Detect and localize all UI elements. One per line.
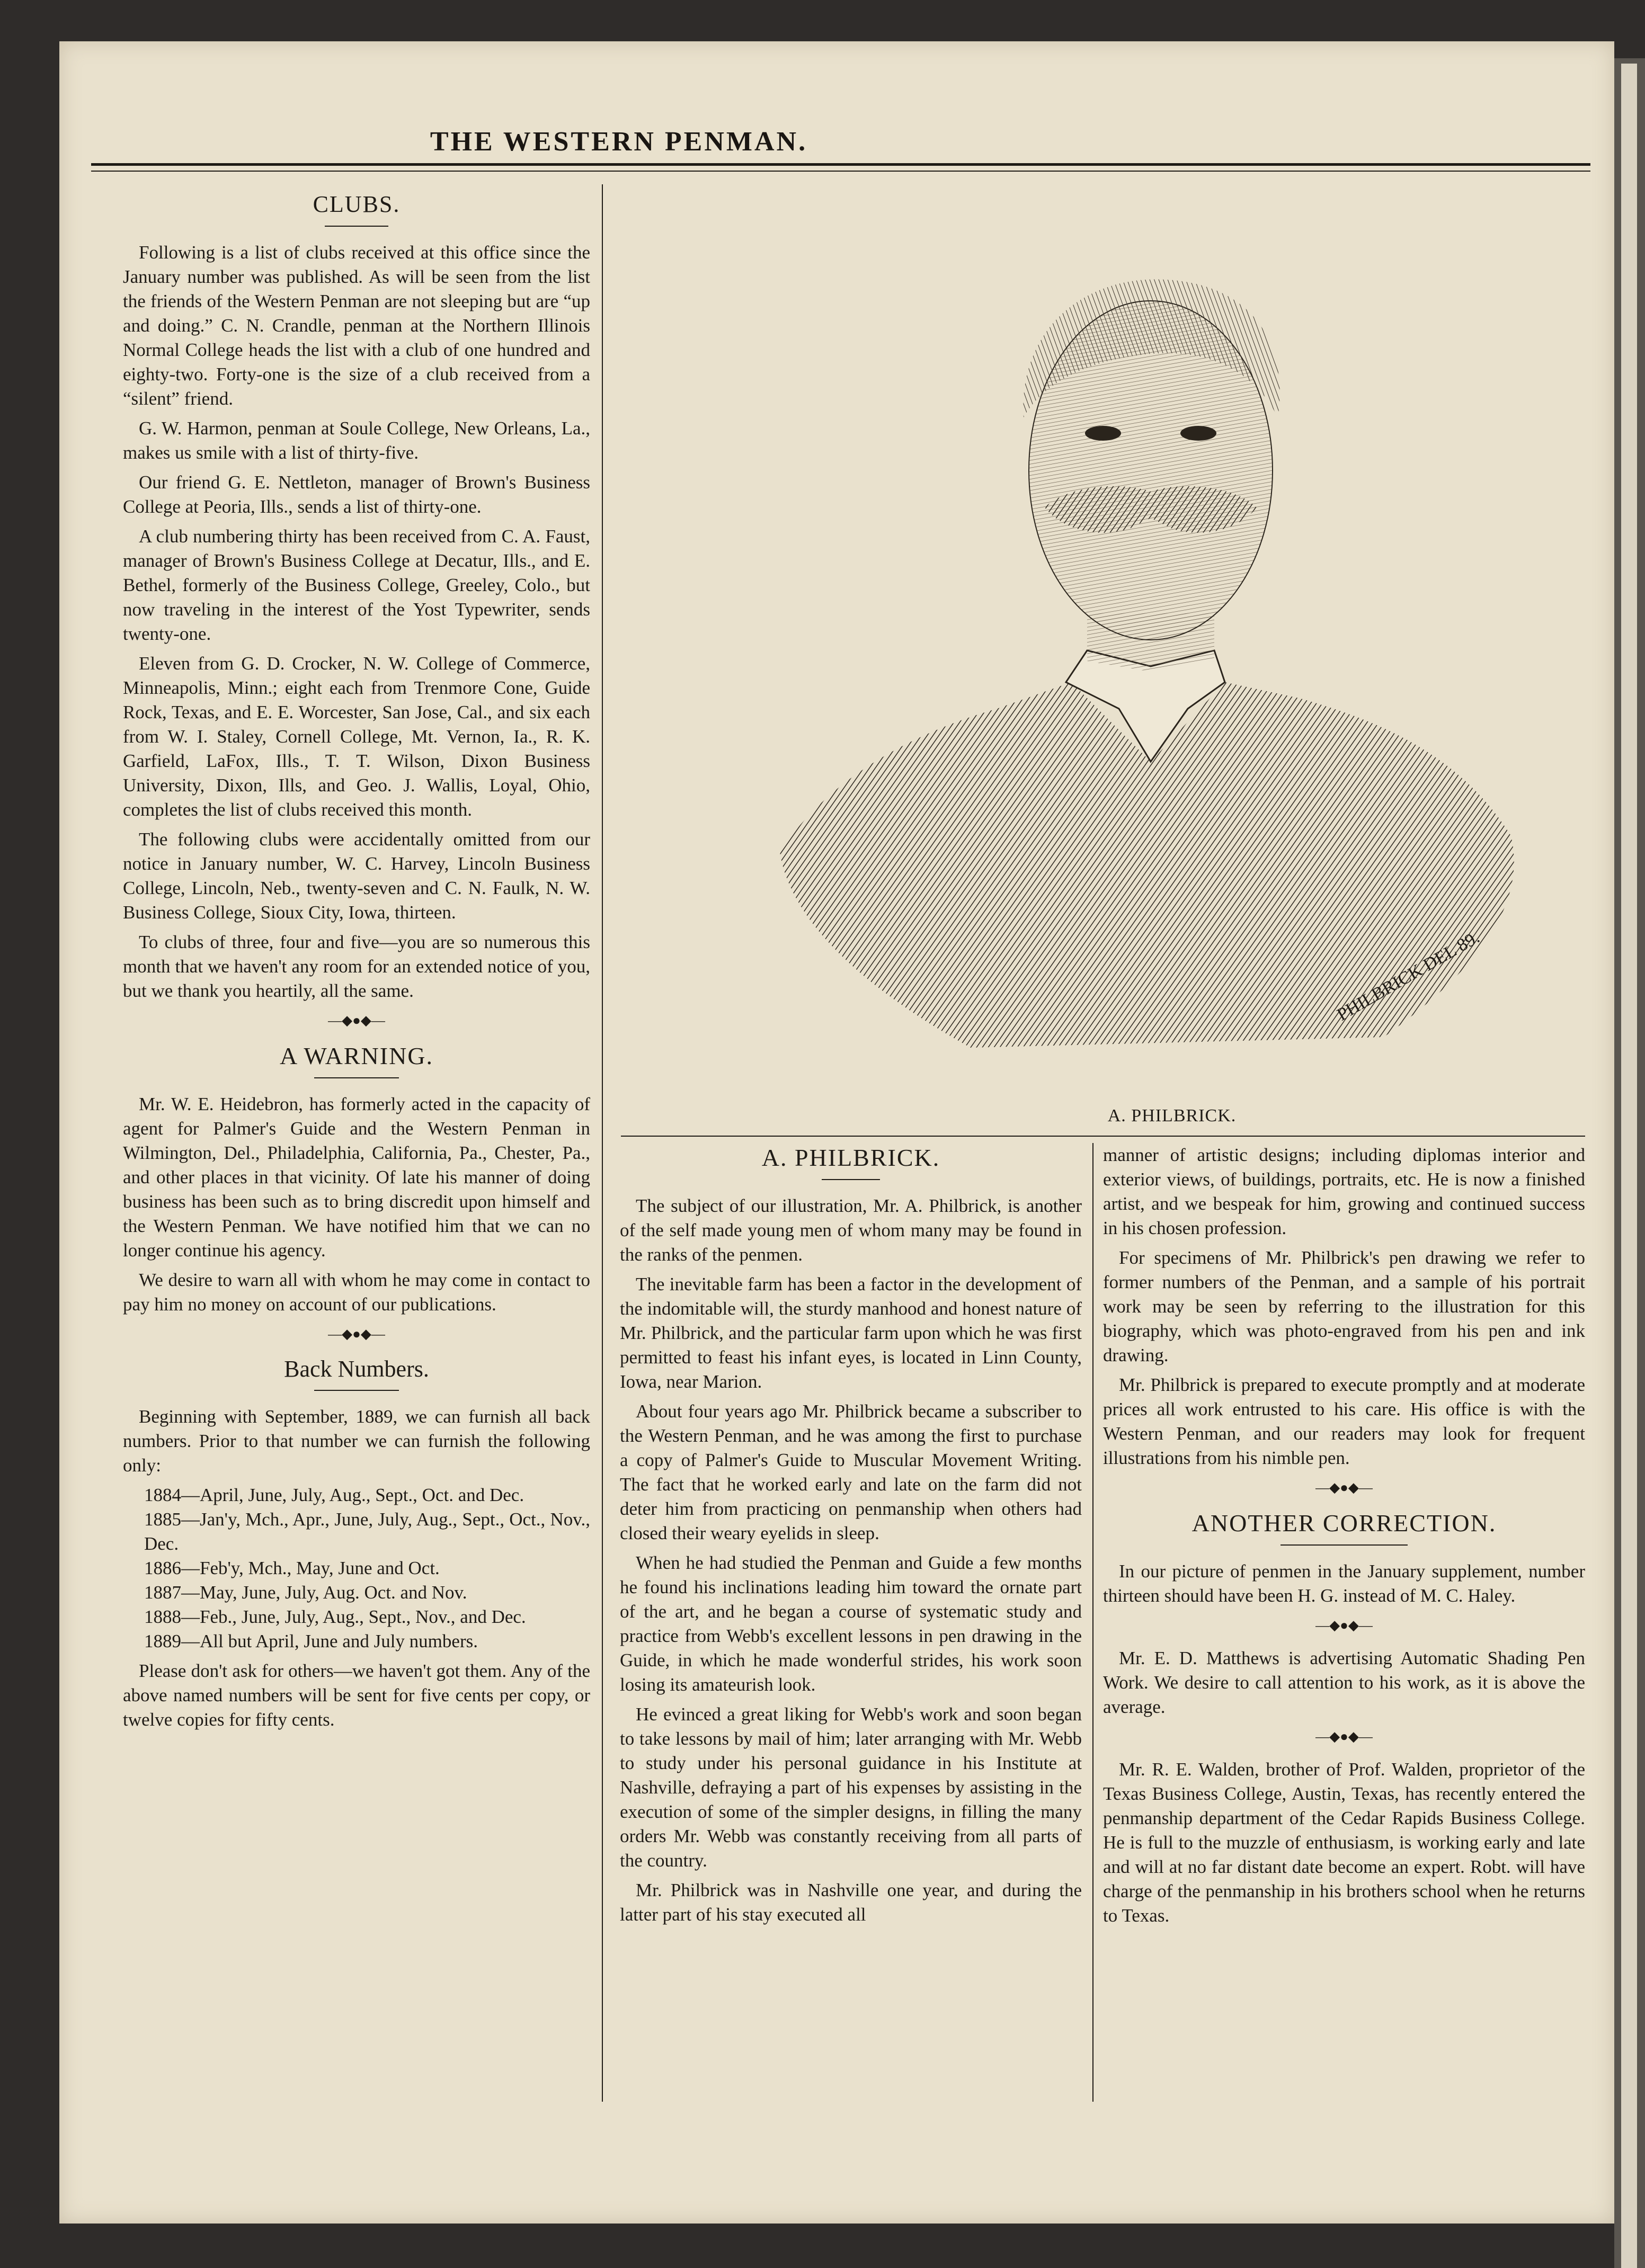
back-numbers-list-item: 1889—All but April, June and July numbers. — [144, 1631, 478, 1651]
clubs-paragraph: To clubs of three, four and five—you are so numerous this month that we haven't any room for an extended notice of you, but we thank you heartily, all the same. — [123, 932, 590, 1001]
back-numbers-heading: Back Numbers. — [284, 1356, 429, 1382]
philbrick-paragraph: He evinced a great liking for Webb's work and soon began to take lessons by mail of him; later arranging with Mr. Webb to study under his personal guidance in his Institute at Nashville, defraying a part of his expenses by assisting in the execution of some of the simpler designs, in filling the many orders Mr. Webb was constantly receiving from all parts of the country. — [620, 1704, 1082, 1871]
back-numbers-list-item: 1885—Jan'y, Mch., Apr., June, July, Aug., Sept., Oct., Nov., Dec. — [144, 1509, 590, 1554]
warning-paragraph: We desire to warn all with whom he may come in contact to pay him no money on account of our publications. — [123, 1270, 590, 1315]
right-column — [1103, 1143, 1585, 1933]
correction-heading: ANOTHER CORRECTION. — [1191, 1510, 1497, 1537]
philbrick-heading: A. PHILBRICK. — [761, 1144, 940, 1171]
clubs-paragraph: The following clubs were accidentally omitted from our notice in January number, W. C. Harvey, Lincoln Business College, Lincoln, Neb., twenty-seven and C. N. Faulk, N. W. Business College, Sioux City, Iowa, thirteen. — [123, 829, 590, 923]
masthead-rule-thin — [91, 171, 1590, 172]
ornament-divider: —◆●◆— — [1315, 1480, 1373, 1495]
philbrick-paragraph: For specimens of Mr. Philbrick's pen drawing we refer to former numbers of the Penman, and a sample of his portrait work may be seen by referring to the illustration for this biography, which was photo-engraved from his pen and ink drawing. — [1103, 1247, 1585, 1365]
correction-paragraph: In our picture of penmen in the January supplement, number thirteen should have been H. G. instead of M. C. Haley. — [1103, 1561, 1585, 1606]
clubs-paragraph: A club numbering thirty has been received from C. A. Faust, manager of Brown's Business College at Decatur, Ills., and E. Bethel, formerly of the Business College, Greeley, Colo., but now traveling in the interest of the Yost Typewriter, sends twenty-one. — [123, 526, 590, 644]
left-column — [123, 190, 590, 1737]
ornament-divider: —◆●◆— — [328, 1326, 385, 1342]
clubs-paragraph: Our friend G. E. Nettleton, manager of Brown's Business College at Peoria, Ills., sends a list of thirty-one. — [123, 472, 590, 517]
middle-column — [620, 1143, 1082, 1932]
right-eye — [1180, 426, 1216, 441]
portrait-caption: A. PHILBRICK. — [1107, 1106, 1237, 1126]
back-numbers-paragraph: Beginning with September, 1889, we can furnish all back numbers. Prior to that number we can furnish the following only: — [123, 1406, 590, 1476]
clubs-paragraph: G. W. Harmon, penman at Soule College, New Orleans, La., makes us smile with a list of thirty-five. — [123, 418, 590, 463]
clubs-heading-rule — [325, 226, 388, 227]
philbrick-heading-rule — [822, 1179, 880, 1180]
back-numbers-heading-rule — [314, 1390, 399, 1391]
philbrick-paragraph: The subject of our illustration, Mr. A. Philbrick, is another of the self made young men of whom many may be found in the ranks of the penmen. — [620, 1195, 1082, 1265]
ornament-divider: —◆●◆— — [1315, 1618, 1373, 1633]
back-numbers-list-item: 1884—April, June, July, Aug., Sept., Oct. and Dec. — [144, 1485, 524, 1505]
column-rule-right — [1092, 1143, 1093, 2102]
ornament-divider: —◆●◆— — [1315, 1729, 1373, 1744]
artist-signature: PHILBRICK DEL 89. — [1333, 927, 1483, 1025]
masthead-rule-thick — [91, 163, 1590, 166]
warning-heading: A WARNING. — [279, 1042, 434, 1069]
philbrick-paragraph: About four years ago Mr. Philbrick became a subscriber to the Western Penman, and he was among the first to purchase a copy of Palmer's Guide to Muscular Movement Writing. The fact that he worked early and late on the farm did not deter him from practicing on penmanship when others had closed their weary eyelids in sleep. — [620, 1401, 1082, 1543]
correction-paragraph: Mr. E. D. Matthews is advertising Automatic Shading Pen Work. We desire to call attention to his work, as it is above the average. — [1103, 1648, 1585, 1717]
back-numbers-list-item: 1888—Feb., June, July, Aug., Sept., Nov., and Dec. — [144, 1606, 526, 1627]
back-numbers-list-item: 1886—Feb'y, Mch., May, June and Oct. — [144, 1558, 440, 1578]
warning-heading-rule — [314, 1077, 399, 1078]
clubs-heading: CLUBS. — [313, 191, 401, 217]
philbrick-paragraph: Mr. Philbrick is prepared to execute promptly and at moderate prices all work entrusted to his care. His office is with the Western Penman, and our readers may look for frequent illustrations from his nimble pen. — [1103, 1374, 1585, 1468]
back-numbers-list-item: 1887—May, June, July, Aug. Oct. and Nov. — [144, 1582, 467, 1603]
warning-paragraph: Mr. W. E. Heidebron, has formerly acted in the capacity of agent for Palmer's Guide and the Western Penman in Wilmington, Del., Philadelphia, California, Pa., Chester, Pa., and other places in that vicinity. Of late his manner of doing business has been such as to bring discredit upon himself and the Western Penman. We have notified him that we can no longer continue his agency. — [123, 1094, 590, 1261]
adjacent-page-edge — [1621, 64, 1637, 2268]
left-eye — [1085, 426, 1121, 441]
clubs-paragraph: Eleven from G. D. Crocker, N. W. College of Commerce, Minneapolis, Minn.; eight each from Trenmore Cone, Guide Rock, Texas, and E. E. Worcester, San Jose, Cal., and six each from W. I. Staley, Cornell College, Mt. Vernon, Ia., R. K. Garfield, LaFox, Ills., T. T. Wilson, Dixon Business University, Dixon, Ills, and Geo. J. Wallis, Loyal, Ohio, completes the list of clubs received this month. — [123, 653, 590, 820]
philbrick-paragraph: When he had studied the Penman and Guide a few months he found his inclinations leading him toward the ornate part of the art, and he began a course of systematic study and practice from Webb's excellent lessons in pen drawing in the Guide, in which he made wonderful strides, his work soon losing its amateurish look. — [620, 1552, 1082, 1695]
correction-paragraph: Mr. R. E. Walden, brother of Prof. Walden, proprietor of the Texas Business College, Austin, Texas, has recently entered the penmanship department of the Cedar Rapids Business College. He is full to the muzzle of enthusiasm, is working early and late and will at no far distant date become an expert. Robt. will have charge of the penmanship in his brothers school when he returns to Texas. — [1103, 1759, 1585, 1926]
newspaper-page: THE WESTERN PENMAN. CLUBS. Following is a list of clubs received at this office since the January number was published. As will be seen from the list the friends of the Western Penman are not sleeping but are “up and doing.” C. N. Crandle, penman at the Northern Illinois Normal College heads the list with a club of one hundred and eighty-two. Forty-one is the size of a club received from a “silent” friend. G. W. Harmon, penman at Soule College, New Orleans, La., makes us smile with a list of thirty-five. Our friend G. E. Nettleton, manager of Brown's Business College at Peoria, Ills., sends a list of thirty-one. A club numbering thirty has been received from C. A. Faust, manager of Brown's Business College at Decatur, Ills., and E. Bethel, formerly of the Business College, Greeley, Colo., but now traveling in the interest of the Yost Typewriter, sends twenty-one. Eleven from G. D. Crocker, N. W. College of Commerce, Minneapolis, Minn.; eight each from Trenmore Cone, Guide Rock, Texas, and E. E. Worcester, San Jose, Cal., and six each from W. I. Staley, Cornell College, Mt. Vernon, Ia., R. K. Garfield, LaFox, Ills., T. T. Wilson, Dixon Business University, Dixon, Ills, and Geo. J. Wallis, Loyal, Ohio, completes the list of clubs received this month. The following clubs were accidentally omitted from our notice in January number, W. C. Harvey, Lincoln Business College, Lincoln, Neb., twenty-seven and C. N. Faulk, N. W. Business College, Sioux City, Iowa, thirteen. To clubs of three, four and five—you are so numerous this month that we haven't any room for an extended notice of you, but we thank you heartily, all the same. —◆●◆— A WARNING. Mr. W. E. Heidebron, has formerly acted in the capacity of agent for Palmer's Guide and the Western Penman in Wilmington, Del., Philadelphia, California, Pa., Chester, Pa., and other places in that vicinity. Of late his manner of doing business has been such as to bring discredit upon himself and the Western Penman. We have notified him that we can no longer continue his agency. We desire to warn all with whom he may come in contact to pay him no money on account of our publications. —◆●◆— Back Numbers. Beginning with September, 1889, we can furnish all back numbers. Prior to that number we can furnish the following only: 1884—April, June, July, Aug., Sept., Oct. and Dec. 1885—Jan'y, Mch., Apr., June, July, Aug., Sept., Oct., Nov., Dec. 1886—Feb'y, Mch., May, June and Oct. 1887—May, June, July, Aug. Oct. and Nov. 1888—Feb., June, July, Aug., Sept., Nov., and Dec. 1889—All but April, June and July numbers. Please don't ask for others—we haven't got them. Any of the above named numbers will be sent for five cents per copy, or twelve copies for fifty cents. PHILBRICK DEL 89. A. PHILBRICK. A. PHILBRICK. The subject of our illustration, Mr. A. Philbrick, is another of the self made young men of whom many may be found in the ranks of the penmen. The inevitable farm has been a factor in the development of the indomitable will, the sturdy manhood and honest nature of Mr. Philbrick, and the particular farm upon which he was first permitted to feast his infant eyes, is located in Linn County, Iowa, near Marion. About four years ago Mr. Philbrick became a subscriber to the Western Penman, and he was among the first to purchase a copy of Palmer's Guide to Muscular Movement Writing. The fact that he worked early and late on the farm did not deter him from practicing on penmanship when others had closed their weary eyelids in sleep. When he had studied the Penman and Guide a few months he found his inclinations leading him toward the ornate part of the art, and he began a course of systematic study and practice from Webb's excellent lessons in pen drawing in the Guide, in which he made wonderful strides, his work soon losing its amateurish look. He evinced a great liking for Webb's work and soon began to take lessons by mail of him; later arranging with Mr. Webb to study under his personal guidance in his Institute at Nashville, defraying a part of his expenses by assisting in the execution of some of the simpler designs, in filling the many orders Mr. Webb was constantly receiving from all parts of the country. Mr. Philbrick was in Nashville one year, and during the latter part of his stay executed all manner of artistic designs; including diplomas interior and exterior views, of buildings, portraits, etc. He is now a finished artist, and we bespeak for him, growing and continued success in his chosen profession. For specimens of Mr. Philbrick's pen drawing we refer to former numbers of the Penman, and a sample of his portrait work may be seen by referring to the illustration for this biography, which was photo-engraved from his pen and ink drawing. Mr. Philbrick is prepared to execute promptly and at moderate prices all work entrusted to his care. His office is with the Western Penman, and our readers may look for frequent illustrations from his nimble pen. —◆●◆— ANOTHER CORRECTION. In our picture of penmen in the January supplement, number thirteen should have been H. G. instead of M. C. Haley. —◆●◆— Mr. E. D. Matthews is advertising Automatic Shading Pen Work. We desire to call attention to his work, as it is above the average. —◆●◆— Mr. R. E. Walden, brother of Prof. Walden, proprietor of the Texas Business College, Austin, Texas, has recently entered the penmanship department of the Cedar Rapids Business College. He is full to the muzzle of enthusiasm, is working early and late and will at no far distant date become an expert. Robt. will have charge of the penmanship in his brothers school when he returns to Texas. — [59, 41, 1614, 2224]
portrait-engraving — [748, 243, 1553, 1085]
clubs-paragraph: Following is a list of clubs received at this office since the January number was published. As will be seen from the list the friends of the Western Penman are not sleeping but are “up and doing.” C. N. Crandle, penman at the Northern Illinois Normal College heads the list with a club of one hundred and eighty-two. Forty-one is the size of a club received from a “silent” friend. — [123, 242, 590, 409]
ornament-divider: —◆●◆— — [328, 1013, 385, 1028]
back-numbers-paragraph: Please don't ask for others—we haven't got them. Any of the above named numbers will be sent for five cents per copy, or twelve copies for fifty cents. — [123, 1660, 590, 1730]
section-rule — [621, 1136, 1585, 1137]
philbrick-paragraph: manner of artistic designs; including diplomas interior and exterior views, of buildings, portraits, etc. He is now a finished artist, and we bespeak for him, growing and continued success in his chosen profession. — [1103, 1145, 1585, 1238]
column-rule-left — [602, 184, 603, 2102]
philbrick-paragraph: Mr. Philbrick was in Nashville one year, and during the latter part of his stay executed all — [620, 1880, 1082, 1925]
philbrick-paragraph: The inevitable farm has been a factor in the development of the indomitable will, the sturdy manhood and honest nature of Mr. Philbrick, and the particular farm upon which he was first permitted to feast his infant eyes, is located in Linn County, Iowa, near Marion. — [620, 1274, 1082, 1392]
correction-heading-rule — [1281, 1544, 1408, 1546]
